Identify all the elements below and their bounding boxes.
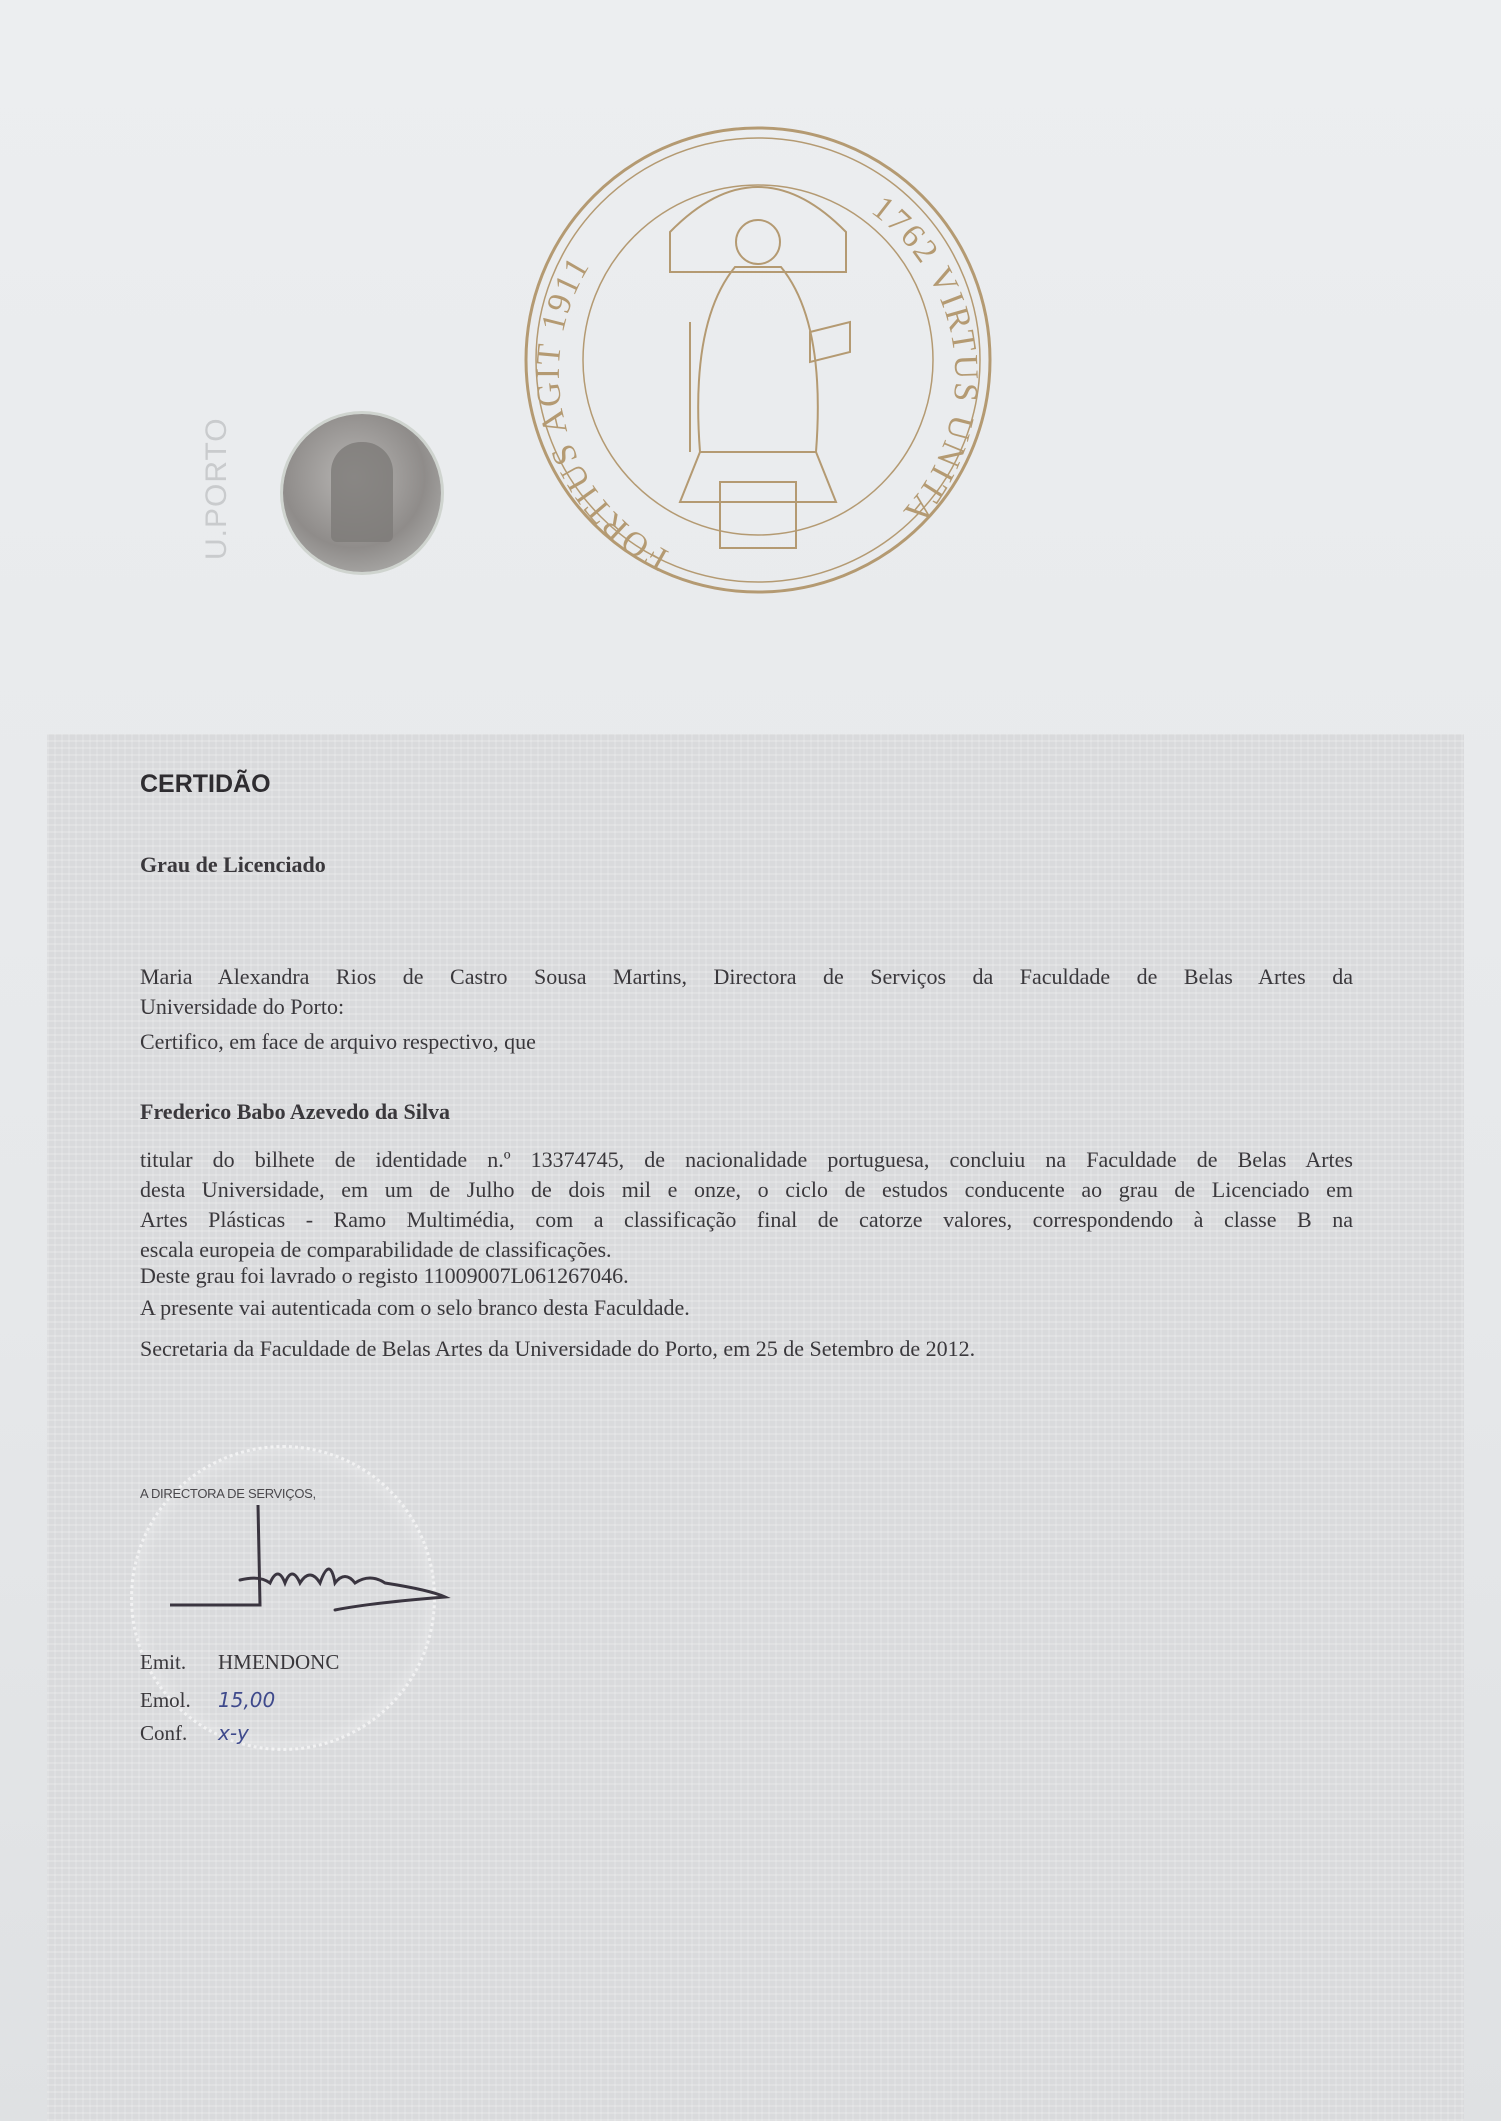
signature-label: A DIRECTORA DE SERVIÇOS, [140, 1486, 316, 1501]
conf-label: Conf. [140, 1721, 188, 1745]
seal-right-motto: 1762 VIRTUS UNITA [865, 188, 985, 532]
emol-row [140, 1688, 276, 1713]
emol-label: Emol. [140, 1688, 191, 1712]
graduate-name: Frederico Babo Azevedo da Silva [140, 1099, 451, 1124]
seated-figure-icon [670, 187, 850, 548]
uporto-vertical-text: U.PORTO [200, 417, 233, 560]
university-seal [520, 122, 996, 598]
document-subtitle: Grau de Licenciado [140, 852, 326, 877]
body-line-3: Artes Plásticas - Ramo Multimédia, com a classificação final de catorze valores, correspondendo à classe B na [140, 1207, 1353, 1232]
certificate-text-panel [47, 734, 1464, 2121]
emit-value: HMENDONC [218, 1650, 340, 1674]
emol-value: 15,00 [218, 1688, 276, 1712]
intro-line-1: Maria Alexandra Rios de Castro Sousa Martins, Directora de Serviços da Faculdade de Belas Artes da [140, 964, 1353, 989]
hologram-sticker [283, 414, 441, 572]
registry-line: Deste grau foi lavrado o registo 11009007L061267046. [140, 1263, 629, 1288]
hologram-figure [331, 442, 393, 542]
body-line-1: titular do bilhete de identidade n.º 13374745, de nacionalidade portuguesa, concluiu na Faculdade de Belas Artes [140, 1147, 1353, 1172]
handwritten-signature [170, 1505, 460, 1625]
place-date-line: Secretaria da Faculdade de Belas Artes da Universidade do Porto, em 25 de Setembro de 2012. [140, 1336, 976, 1361]
authentication-line: A presente vai autenticada com o selo branco desta Faculdade. [140, 1295, 690, 1320]
seal-left-motto: FORTIUS AGIT 1911 [529, 249, 674, 578]
document-title: CERTIDÃO [140, 770, 271, 798]
body-line-2: desta Universidade, em um de Julho de dois mil e onze, o ciclo de estudos conducente ao grau de Licenciado em [140, 1177, 1353, 1202]
conf-value: x-y [218, 1721, 249, 1745]
emit-row [140, 1650, 340, 1675]
body-line-4: escala europeia de comparabilidade de classificações. [140, 1237, 612, 1262]
certify-line: Certifico, em face de arquivo respectivo, que [140, 1029, 536, 1054]
emit-label: Emit. [140, 1650, 187, 1674]
conf-row [140, 1721, 249, 1746]
intro-line-2: Universidade do Porto: [140, 994, 345, 1019]
